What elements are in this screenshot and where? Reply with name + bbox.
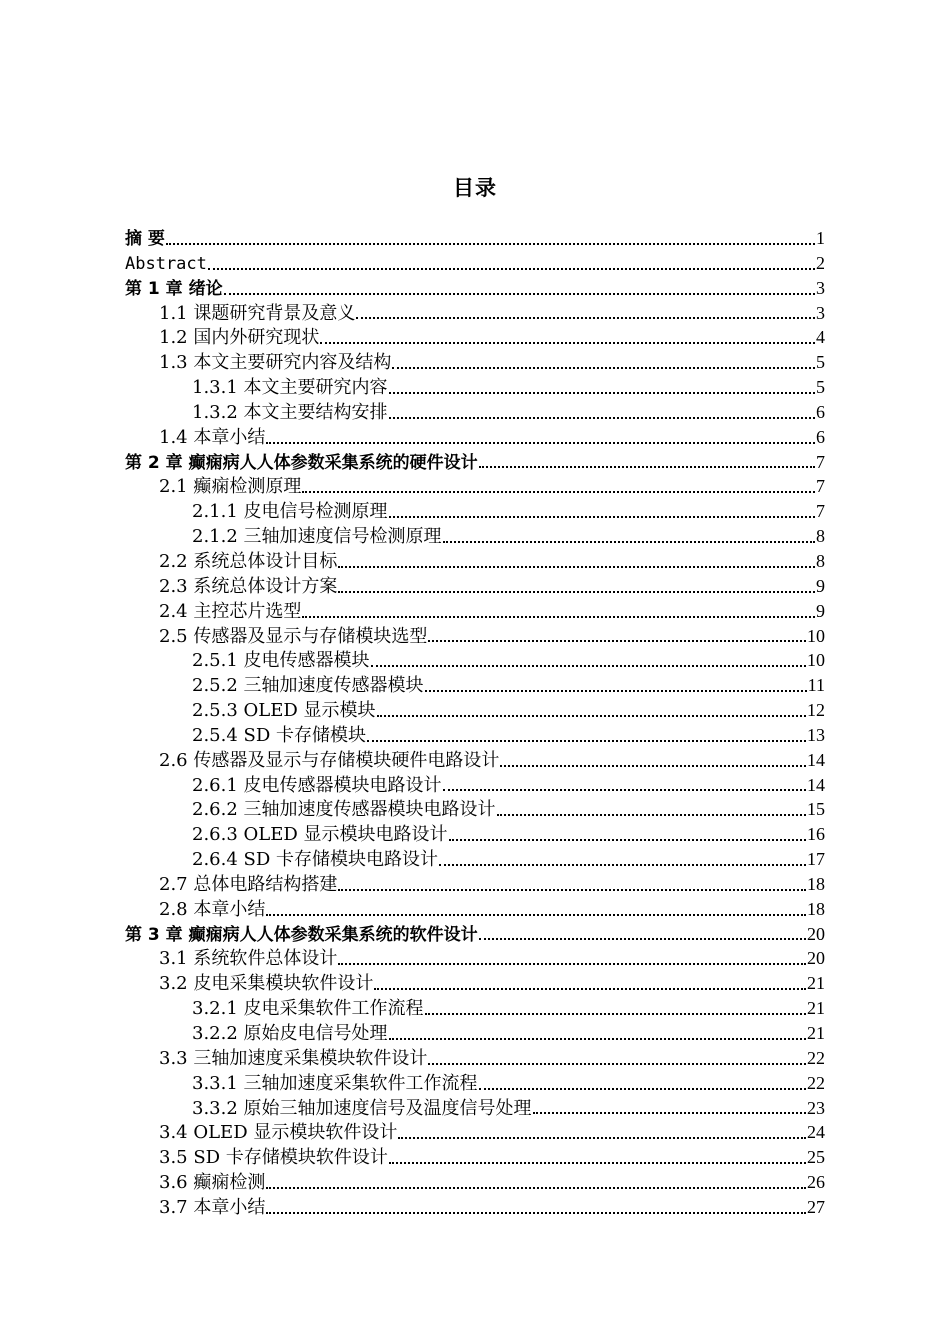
toc-entry-page-number: 8 — [816, 526, 825, 547]
toc-entry-page-number: 22 — [807, 1072, 825, 1093]
toc-entry-label: 3.2.1 皮电采集软件工作流程 — [192, 998, 424, 1020]
toc-entry[interactable] — [125, 1120, 825, 1145]
toc-entry[interactable] — [125, 450, 825, 475]
toc-entry[interactable] — [125, 400, 825, 425]
toc-entry-page-number: 1 — [816, 228, 825, 248]
toc-leader-dots — [428, 632, 806, 642]
toc-leader-dots — [266, 1179, 806, 1189]
toc-leader-dots — [392, 359, 815, 369]
toc-entry-page-number: 17 — [807, 849, 825, 870]
toc-entry-label: 2.5.1 皮电传感器模块 — [192, 650, 370, 672]
toc-leader-dots — [302, 608, 815, 618]
toc-entry-label: 1.1 课题研究背景及意义 — [159, 302, 356, 324]
toc-leader-dots — [500, 757, 806, 767]
toc-entry-page-number: 9 — [816, 575, 825, 596]
toc-entry[interactable] — [125, 1145, 825, 1170]
toc-entry[interactable] — [125, 822, 825, 847]
table-of-contents — [125, 226, 825, 1220]
toc-entry[interactable] — [125, 574, 825, 599]
toc-entry[interactable] — [125, 226, 825, 251]
toc-leader-dots — [389, 1154, 806, 1164]
toc-entry-page-number: 22 — [807, 1047, 825, 1068]
toc-entry-label: 2.6.3 OLED 显示模块电路设计 — [192, 824, 448, 846]
toc-entry-page-number: 6 — [816, 401, 825, 422]
toc-entry[interactable] — [125, 599, 825, 624]
toc-leader-dots — [266, 906, 806, 916]
toc-leader-dots — [338, 881, 806, 891]
toc-entry-label: 2.5 传感器及显示与存储模块选型 — [159, 625, 428, 647]
toc-entry[interactable] — [125, 996, 825, 1021]
toc-entry-page-number: 3 — [816, 277, 825, 298]
toc-entry-label: 2.3 系统总体设计方案 — [159, 575, 338, 597]
toc-entry-page-number: 15 — [807, 799, 825, 820]
toc-entry[interactable] — [125, 474, 825, 499]
toc-leader-dots — [428, 1055, 806, 1065]
toc-entry-label: 2.4 主控芯片选型 — [159, 600, 302, 622]
toc-leader-dots — [497, 806, 806, 816]
toc-entry-page-number: 5 — [816, 377, 825, 398]
toc-entry[interactable] — [125, 946, 825, 971]
toc-title: 目录 — [453, 176, 497, 200]
toc-entry[interactable] — [125, 301, 825, 326]
toc-entry-label: 2.8 本章小结 — [159, 898, 266, 920]
toc-entry-page-number: 7 — [816, 451, 825, 472]
toc-leader-dots — [479, 458, 815, 468]
toc-leader-dots — [439, 856, 806, 866]
toc-leader-dots — [443, 533, 815, 543]
toc-entry[interactable] — [125, 872, 825, 897]
toc-entry-label: 2.5.2 三轴加速度传感器模块 — [192, 675, 424, 697]
toc-entry[interactable] — [125, 698, 825, 723]
toc-leader-dots — [389, 384, 815, 394]
toc-entry-page-number: 8 — [816, 550, 825, 571]
toc-leader-dots — [338, 955, 806, 965]
toc-entry[interactable] — [125, 375, 825, 400]
toc-leader-dots — [398, 1129, 806, 1139]
toc-entry-label: 2.6.1 皮电传感器模块电路设计 — [192, 774, 442, 796]
toc-entry[interactable] — [125, 673, 825, 698]
toc-entry-label: 3.7 本章小结 — [159, 1196, 266, 1218]
toc-leader-dots — [425, 1005, 806, 1015]
toc-leader-dots — [266, 434, 815, 444]
toc-entry[interactable] — [125, 1071, 825, 1096]
toc-entry[interactable] — [125, 1021, 825, 1046]
toc-entry-label: 3.6 癫痫检测 — [159, 1172, 266, 1194]
toc-entry[interactable] — [125, 350, 825, 375]
toc-entry-page-number: 18 — [807, 898, 825, 919]
toc-leader-dots — [425, 682, 807, 692]
toc-leader-dots — [374, 980, 806, 990]
toc-leader-dots — [208, 260, 815, 270]
toc-entry-label: 3.3 三轴加速度采集模块软件设计 — [159, 1047, 428, 1069]
toc-entry-page-number: 21 — [807, 973, 825, 994]
toc-leader-dots — [338, 558, 815, 568]
toc-entry-label: 2.5.3 OLED 显示模块 — [192, 700, 376, 722]
toc-leader-dots — [371, 657, 806, 667]
toc-entry-label: 1.2 国内外研究现状 — [159, 327, 320, 349]
toc-entry[interactable] — [125, 251, 825, 276]
toc-entry-label: 1.3 本文主要研究内容及结构 — [159, 352, 392, 374]
toc-entry-page-number: 27 — [807, 1196, 825, 1217]
toc-entry[interactable] — [125, 425, 825, 450]
toc-entry[interactable] — [125, 276, 825, 301]
toc-entry[interactable] — [125, 1195, 825, 1220]
toc-entry-label: 2.6.2 三轴加速度传感器模块电路设计 — [192, 799, 496, 821]
toc-entry-label: Abstract — [125, 253, 207, 274]
toc-entry-label: 3.2.2 原始皮电信号处理 — [192, 1023, 388, 1044]
toc-leader-dots — [389, 508, 815, 518]
toc-entry-label: 1.4 本章小结 — [159, 426, 266, 448]
toc-entry-label: 2.5.4 SD 卡存储模块 — [192, 724, 367, 746]
toc-entry[interactable] — [125, 723, 825, 748]
toc-entry-label: 2.1.2 三轴加速度信号检测原理 — [192, 526, 442, 548]
toc-entry-label: 1.3.2 本文主要结构安排 — [192, 401, 388, 423]
toc-entry-page-number: 12 — [807, 700, 825, 721]
toc-entry-page-number: 21 — [807, 998, 825, 1019]
toc-leader-dots — [338, 583, 815, 593]
toc-entry-page-number: 18 — [807, 873, 825, 894]
toc-entry-page-number: 20 — [807, 923, 825, 944]
toc-entry-page-number: 7 — [816, 476, 825, 497]
toc-leader-dots — [377, 707, 806, 717]
toc-entry-label: 第 2 章 癫痫病人人体参数采集系统的硬件设计 — [125, 452, 478, 473]
toc-entry-page-number: 9 — [816, 600, 825, 621]
toc-entry[interactable] — [125, 847, 825, 872]
toc-entry-page-number: 7 — [816, 501, 825, 522]
toc-entry-page-number: 23 — [807, 1097, 825, 1118]
toc-leader-dots — [389, 1030, 806, 1040]
toc-entry-page-number: 5 — [816, 352, 825, 373]
toc-entry-label: 2.7 总体电路结构搭建 — [159, 873, 338, 895]
toc-entry[interactable] — [125, 499, 825, 524]
toc-entry[interactable] — [125, 797, 825, 822]
toc-entry-label: 3.2 皮电采集模块软件设计 — [159, 973, 374, 995]
toc-entry-page-number: 21 — [807, 1023, 825, 1043]
toc-entry-label: 1.3.1 本文主要研究内容 — [192, 377, 388, 399]
toc-leader-dots — [449, 831, 806, 841]
toc-entry-page-number: 14 — [807, 749, 825, 770]
toc-entry-page-number: 16 — [807, 824, 825, 845]
toc-entry-label: 3.3.1 三轴加速度采集软件工作流程 — [192, 1072, 478, 1094]
toc-entry-label: 3.5 SD 卡存储模块软件设计 — [159, 1147, 388, 1169]
toc-entry-label: 3.4 OLED 显示模块软件设计 — [159, 1122, 398, 1144]
toc-entry-label: 2.2 系统总体设计目标 — [159, 550, 338, 572]
toc-entry-label: 摘 要 — [125, 229, 165, 249]
toc-entry-label: 第 1 章 绪论 — [125, 278, 223, 299]
toc-entry-label: 3.3.2 原始三轴加速度信号及温度信号处理 — [192, 1097, 532, 1119]
toc-leader-dots — [389, 409, 815, 419]
toc-leader-dots — [302, 483, 815, 493]
toc-entry-label: 3.1 系统软件总体设计 — [159, 948, 338, 970]
toc-leader-dots — [367, 732, 806, 742]
toc-entry-label: 第 3 章 癫痫病人人体参数采集系统的软件设计 — [125, 924, 478, 945]
toc-entry-page-number: 25 — [807, 1147, 825, 1168]
toc-entry-page-number: 14 — [807, 774, 825, 795]
toc-entry[interactable] — [125, 773, 825, 798]
toc-entry[interactable] — [125, 748, 825, 773]
toc-leader-dots — [479, 1080, 806, 1090]
toc-entry-page-number: 26 — [807, 1172, 825, 1193]
toc-entry[interactable] — [125, 1170, 825, 1195]
toc-entry-label: 2.1.1 皮电信号检测原理 — [192, 501, 388, 523]
toc-entry-page-number: 2 — [816, 252, 825, 273]
toc-entry[interactable] — [125, 971, 825, 996]
toc-entry-page-number: 11 — [807, 675, 825, 696]
toc-entry-label: 2.6 传感器及显示与存储模块硬件电路设计 — [159, 749, 500, 771]
toc-entry-page-number: 6 — [816, 426, 825, 447]
toc-entry-page-number: 20 — [807, 948, 825, 969]
toc-leader-dots — [224, 285, 815, 295]
toc-entry[interactable] — [125, 1096, 825, 1121]
toc-entry-label: 2.6.4 SD 卡存储模块电路设计 — [192, 849, 439, 871]
toc-entry-page-number: 10 — [807, 625, 825, 646]
toc-entry-page-number: 24 — [807, 1122, 825, 1143]
toc-entry-page-number: 13 — [807, 724, 825, 745]
toc-entry-label: 2.1 癫痫检测原理 — [159, 476, 302, 498]
toc-leader-dots — [443, 781, 806, 791]
toc-entry-page-number: 3 — [816, 302, 825, 323]
toc-entry[interactable] — [125, 325, 825, 350]
toc-leader-dots — [320, 334, 815, 344]
toc-leader-dots — [479, 930, 806, 940]
toc-leader-dots — [356, 309, 815, 319]
toc-entry[interactable] — [125, 549, 825, 574]
toc-entry[interactable] — [125, 624, 825, 649]
toc-entry[interactable] — [125, 524, 825, 549]
toc-entry-page-number: 4 — [816, 327, 825, 348]
toc-entry[interactable] — [125, 1046, 825, 1071]
toc-entry[interactable] — [125, 922, 825, 947]
toc-entry[interactable] — [125, 897, 825, 922]
toc-entry[interactable] — [125, 648, 825, 673]
toc-leader-dots — [266, 1204, 806, 1214]
toc-leader-dots — [533, 1104, 806, 1114]
toc-leader-dots — [166, 235, 815, 245]
toc-entry-page-number: 10 — [807, 650, 825, 671]
